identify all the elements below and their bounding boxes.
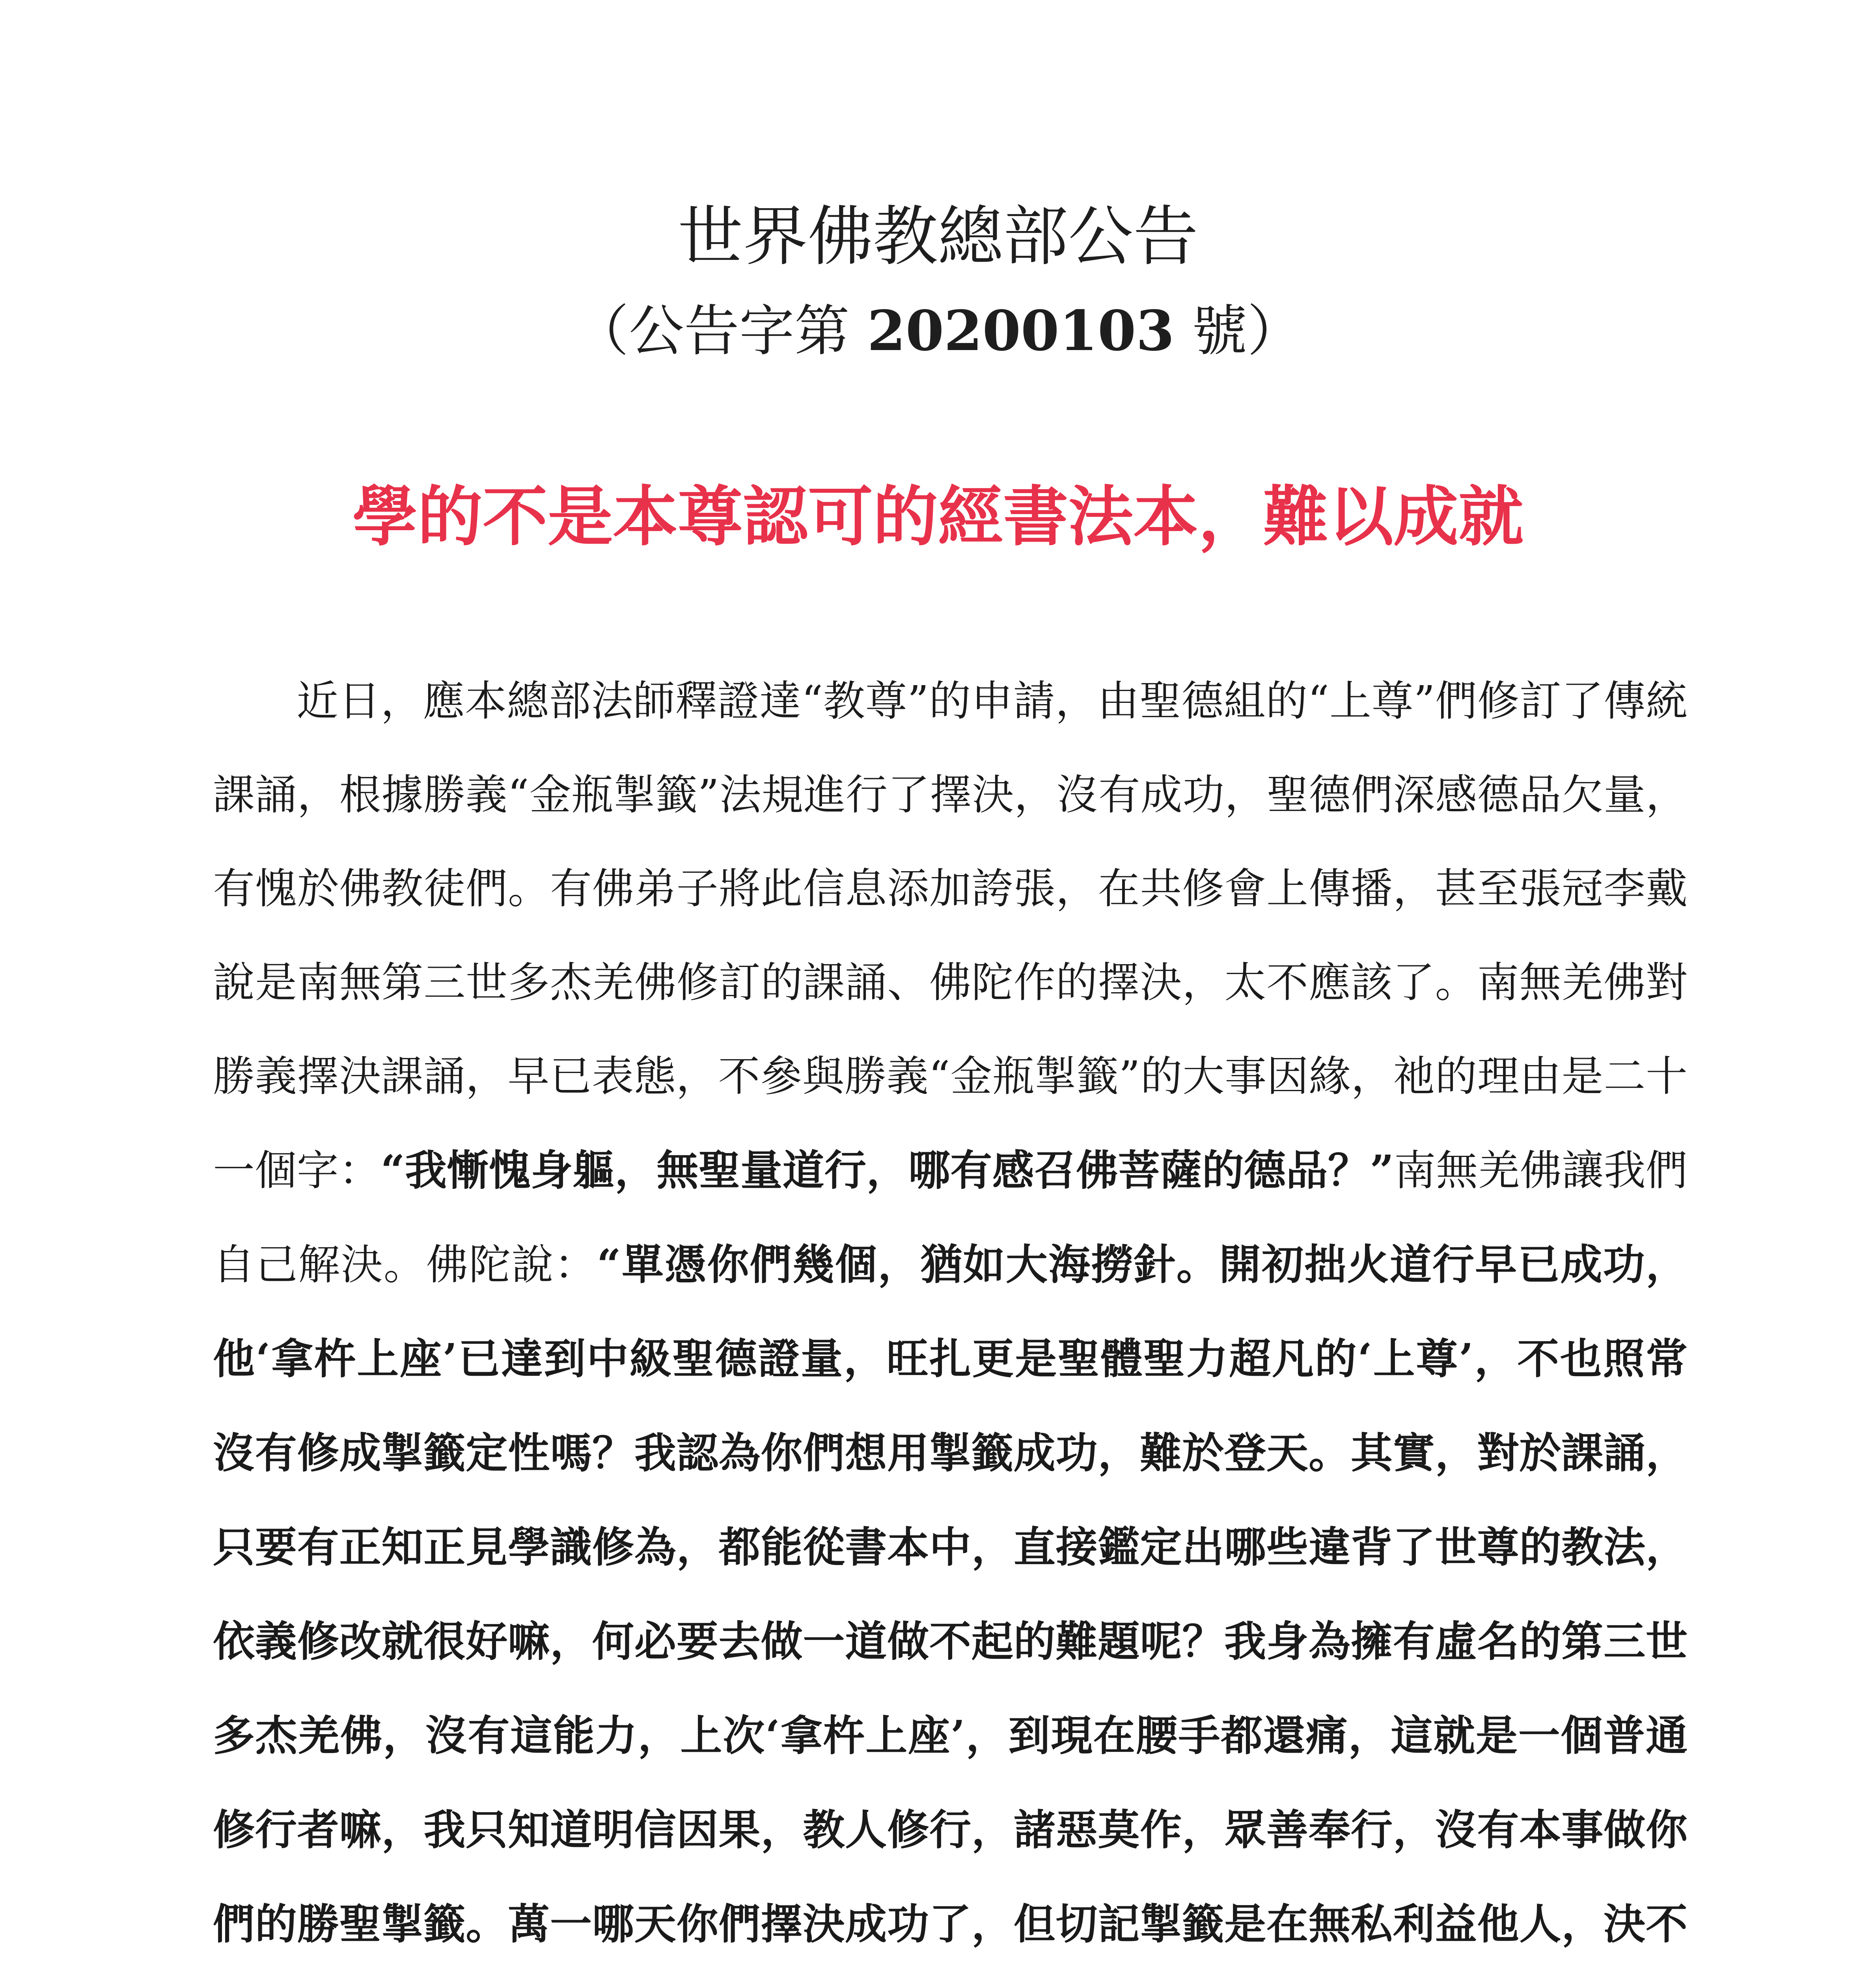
announcement-number <box>0 292 1876 371</box>
doc-number-close: 號） <box>1174 299 1303 363</box>
doc-number-open: （公告字第 <box>573 299 867 363</box>
document-title: 世界佛教總部公告 <box>678 199 1198 274</box>
quote-1: “我慚愧身軀，無聖量道行，哪有感召佛菩薩的德品？” <box>380 1146 1394 1195</box>
headline: 學的不是本尊認可的經書法本，難以成就 <box>352 478 1524 555</box>
doc-number-value: 20200103 <box>867 299 1175 363</box>
quote-2: “單憑你們幾個，猶如大海撈針。開初拙火道行早已成功，他‘拿杵上座’已達到中級聖德證量，旺扎更是聖體聖力超凡的‘上尊’，不也照常沒有修成掣籤定性嗎？我認為你們想用掣籤成功，難於登天。其實，對於課誦，只要有正知正見學識修為，都能從書本中，直接鑑定出哪些違背了世尊的教法，依義修改就很好嘛，何必要去做一道做不起的難題呢？我身為擁有虛名的第三世多杰羌佛，沒有這能力，上次‘拿杵上座’，到現在腰手都還痛，這就是一個普通修行者嘛，我只知道明信因果，教人修行，諸惡莫作，眾善奉行，沒有本事做你們的勝聖掣籤。萬一哪天你們擇決成功了，但切記掣籤是在無私利益他人，決不 <box>213 1240 1688 1949</box>
body-text-2: 南無羌佛讓我們自己解決。佛陀說： <box>213 1146 1688 1289</box>
body-paragraph <box>213 654 1688 1971</box>
body-text-1: 近日，應本總部法師釋證達“教尊”的申請，由聖德組的“上尊”們修訂了傳統課誦，根據勝義“金瓶掣籤”法規進行了擇決，沒有成功，聖德們深感德品欠量，有愧於佛教徒們。有佛弟子將此信息添加誇張，在共修會上傳播，甚至張冠李戴說是南無第三世多杰羌佛修訂的課誦、佛陀作的擇決，太不應該了。南無羌佛對勝義擇決課誦，早已表態，不參與勝義“金瓶掣籤”的大事因緣，祂的理由是二十一個字： <box>213 677 1688 1195</box>
